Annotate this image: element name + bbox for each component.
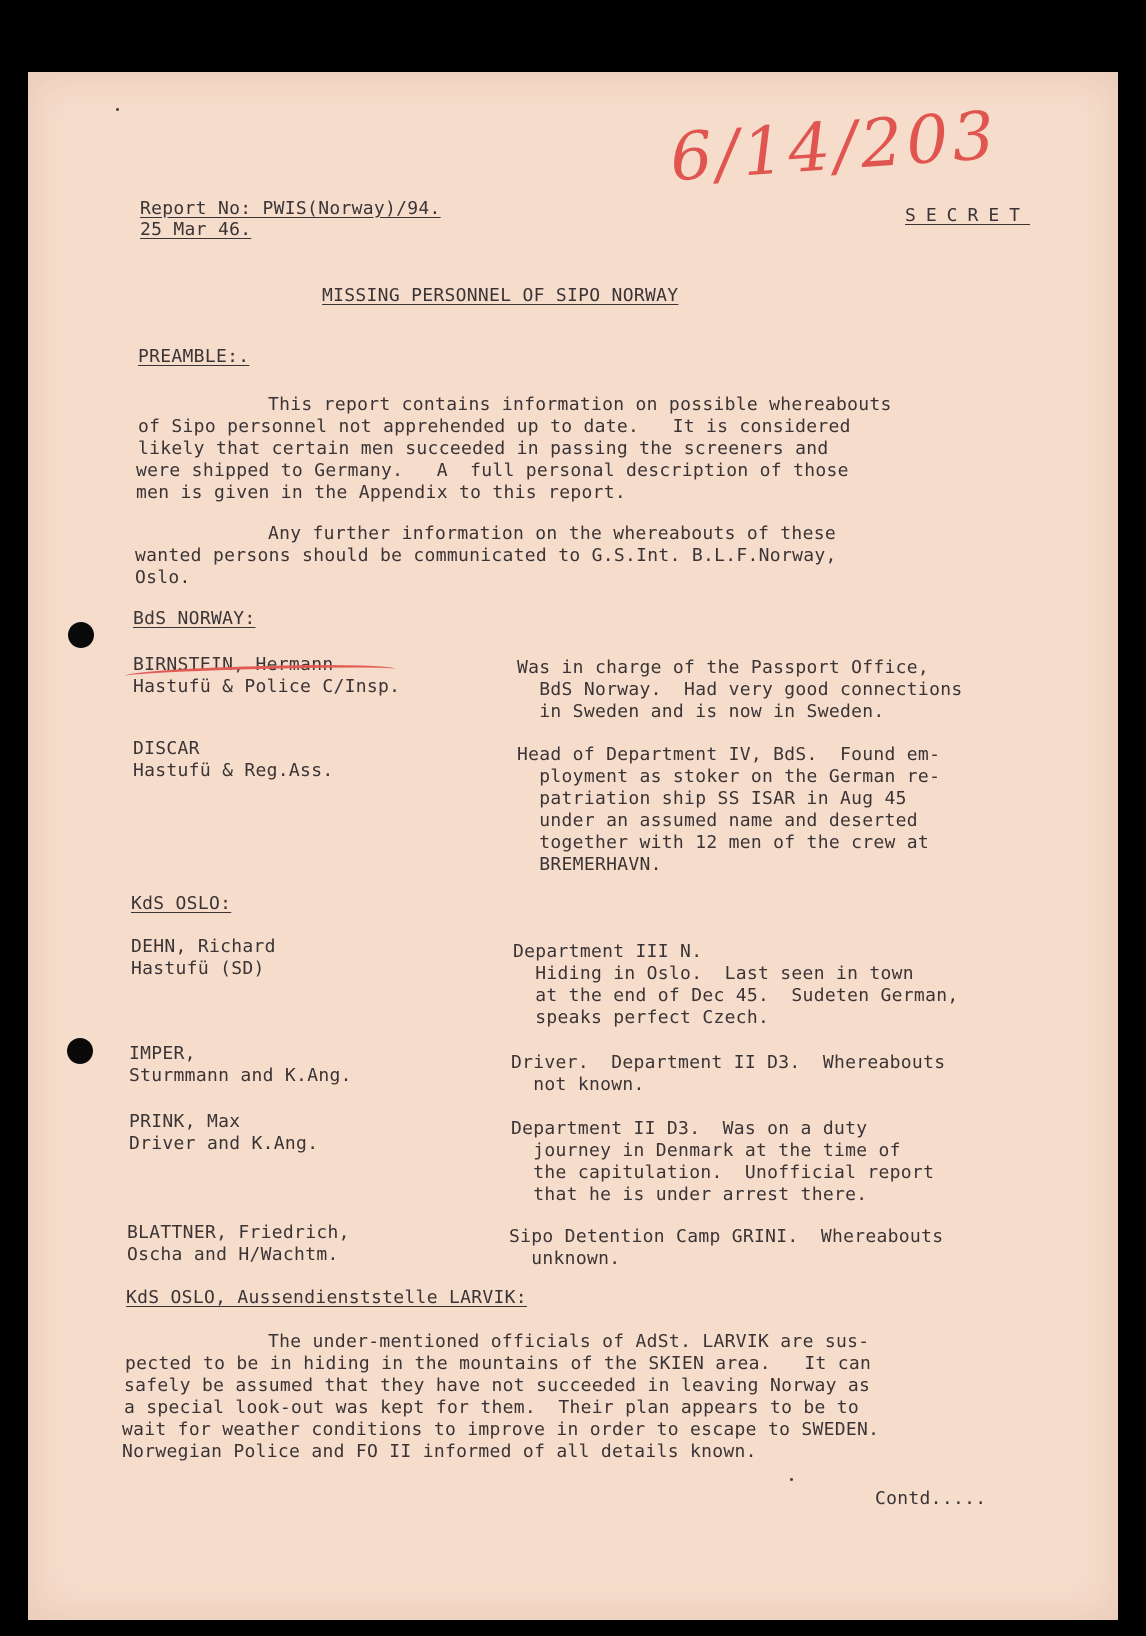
preamble-line: wanted persons should be communicated to G.S.Int. B.L.F.Norway,: [135, 545, 837, 566]
paper-speck: [790, 1478, 793, 1481]
larvik-paragraph-line: safely be assumed that they have not succeeded in leaving Norway as: [124, 1375, 871, 1396]
person-name: DEHN, Richard: [131, 936, 276, 957]
preamble-line: Oslo.: [135, 567, 191, 588]
person-info-line: Sipo Detention Camp GRINI. Whereabouts: [509, 1226, 944, 1247]
preamble-line: men is given in the Appendix to this report.: [136, 482, 627, 503]
person-rank: Hastufü & Police C/Insp.: [133, 676, 401, 697]
preamble-line: Any further information on the whereabouts of these: [268, 523, 836, 544]
person-info-line: under an assumed name and deserted: [517, 810, 918, 831]
larvik-paragraph-line: pected to be in hiding in the mountains of the SKIEN area. It can: [125, 1353, 872, 1374]
person-info-line: BREMERHAVN.: [517, 854, 662, 875]
handwritten-reference: 6/14/203: [667, 96, 1001, 197]
person-name: DISCAR: [133, 738, 200, 759]
punch-hole: [67, 1038, 93, 1064]
person-name: IMPER,: [129, 1043, 196, 1064]
section-heading-kds: KdS OSLO:: [131, 893, 232, 914]
person-info-line: Department III N.: [513, 941, 703, 962]
person-name: BIRNSTEIN, Hermann: [133, 654, 334, 675]
preamble-line: likely that certain men succeeded in passing the screeners and: [138, 438, 829, 459]
person-info-line: unknown.: [509, 1248, 621, 1269]
person-info-line: Driver. Department II D3. Whereabouts: [511, 1052, 946, 1073]
person-info-line: speaks perfect Czech.: [513, 1007, 770, 1028]
larvik-paragraph-line: wait for weather conditions to improve in order to escape to SWEDEN.: [122, 1419, 880, 1440]
classification-label: SECRET: [905, 205, 1031, 226]
person-info-line: journey in Denmark at the time of: [511, 1140, 901, 1161]
preamble-line: of Sipo personnel not apprehended up to date. It is considered: [138, 416, 851, 437]
person-info-line: Hiding in Oslo. Last seen in town: [513, 963, 914, 984]
report-date: 25 Mar 46.: [140, 219, 252, 240]
preamble-heading: PREAMBLE:.: [138, 346, 250, 367]
person-info-line: Was in charge of the Passport Office,: [517, 657, 930, 678]
larvik-paragraph-line: The under-mentioned officials of AdSt. LARVIK are sus-: [268, 1331, 870, 1352]
section-heading-larvik: KdS OSLO, Aussendienststelle LARVIK:: [126, 1287, 527, 1308]
person-rank: Oscha and H/Wachtm.: [127, 1244, 339, 1265]
person-name: BLATTNER, Friedrich,: [127, 1222, 350, 1243]
person-info-line: that he is under arrest there.: [511, 1184, 868, 1205]
person-info-line: Department II D3. Was on a duty: [511, 1118, 868, 1139]
punch-hole: [68, 622, 94, 648]
person-info-line: in Sweden and is now in Sweden.: [517, 701, 885, 722]
person-rank: Driver and K.Ang.: [129, 1133, 319, 1154]
document-title: MISSING PERSONNEL OF SIPO NORWAY: [322, 285, 679, 306]
person-info-line: together with 12 men of the crew at: [517, 832, 930, 853]
paper-speck: [116, 108, 119, 111]
person-rank: Hastufü (SD): [131, 958, 265, 979]
larvik-paragraph-line: Norwegian Police and FO II informed of all details known.: [122, 1441, 757, 1462]
person-info-line: the capitulation. Unofficial report: [511, 1162, 935, 1183]
preamble-line: This report contains information on possible whereabouts: [268, 394, 892, 415]
section-heading-bds: BdS NORWAY:: [133, 608, 256, 629]
continued-marker: Contd.....: [875, 1488, 987, 1509]
person-info-line: ployment as stoker on the German re-: [517, 766, 941, 787]
person-info-line: at the end of Dec 45. Sudeten German,: [513, 985, 959, 1006]
person-rank: Sturmmann and K.Ang.: [129, 1065, 352, 1086]
person-rank: Hastufü & Reg.Ass.: [133, 760, 334, 781]
person-info-line: patriation ship SS ISAR in Aug 45: [517, 788, 907, 809]
larvik-paragraph-line: a special look-out was kept for them. Their plan appears to be to: [124, 1397, 860, 1418]
person-info-line: Head of Department IV, BdS. Found em-: [517, 744, 941, 765]
person-info-line: not known.: [511, 1074, 645, 1095]
preamble-line: were shipped to Germany. A full personal description of those: [136, 460, 849, 481]
person-name: PRINK, Max: [129, 1111, 241, 1132]
report-number: Report No: PWIS(Norway)/94.: [140, 198, 441, 219]
person-info-line: BdS Norway. Had very good connections: [517, 679, 963, 700]
